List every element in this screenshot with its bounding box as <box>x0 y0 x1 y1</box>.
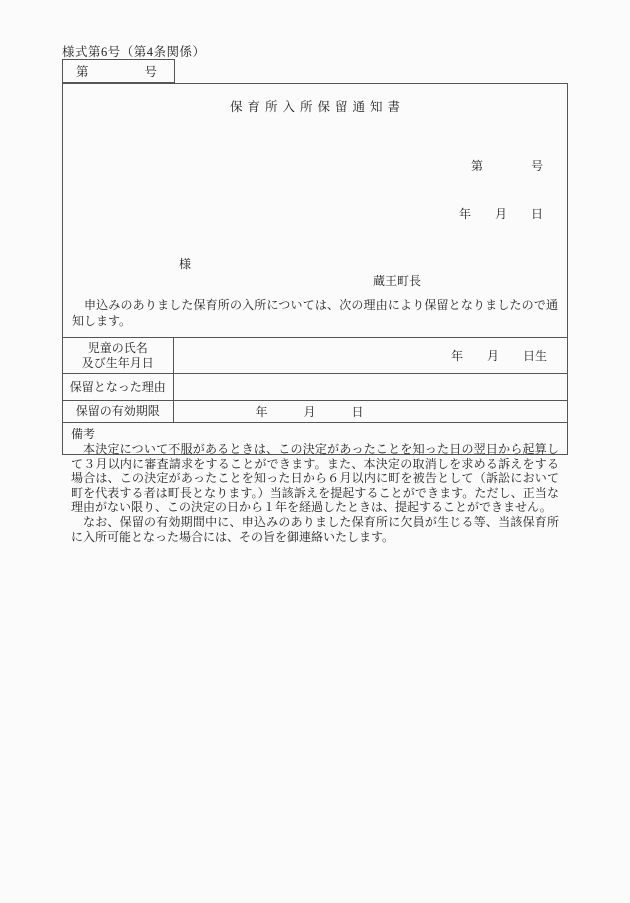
number-box-prefix: 第 <box>76 65 89 79</box>
table-row-child-name <box>63 338 567 374</box>
date-line: 年 月 日 <box>458 207 543 221</box>
child-name-label-line2: 及び生年月日 <box>81 355 154 370</box>
form-table <box>63 337 567 423</box>
remarks-section <box>63 423 567 544</box>
issuer-line: 蔵王町長 <box>373 274 422 288</box>
notice-body-text: 申込みのありました保育所の入所については、次の理由により保留となりましたので通知します。 <box>72 298 558 328</box>
child-birthdate-value-cell: 年 月 日生 <box>450 349 547 363</box>
remarks-heading: 備考 <box>71 427 96 441</box>
form-code-label: 様式第6号（第4条関係） <box>62 45 206 59</box>
hold-period-value-cell: 年 月 日 <box>255 405 364 419</box>
notice-title: 保育所入所保留通知書 <box>229 100 405 114</box>
notice-frame <box>62 83 568 544</box>
ref-number-line: 第 号 <box>470 159 543 173</box>
child-name-label-line1: 児童の氏名 <box>87 340 148 355</box>
hold-period-label-cell: 保留の有効期限 <box>63 401 173 423</box>
table-row-hold-reason <box>63 374 567 401</box>
remarks-paragraph-vacancy: なお、保留の有効期間中に、申込みのありました保育所に欠員が生じる等、当該保育所に入所可能となった場合には、その旨を御連絡いたします。 <box>71 514 559 544</box>
table-row-hold-period <box>63 401 567 423</box>
child-name-label-cell <box>63 338 173 374</box>
remarks-paragraph-appeal: 本決定について不服があるときは、この決定があったことを知った日の翌日から起算して３月以内に審査請求をすることができます。また、本決定の取消しを求める訴えをする場合は、この決定があったことを知った日から６月以内に町を被告として（訴訟において町を代表する者は町長となります。）当該訴えを提起することができます。ただし、正当な理由がない限り、この決定の日から１年を経過したときは、提起することができません。 <box>71 442 559 515</box>
hold-reason-value-cell <box>173 374 567 401</box>
ref-date-block <box>63 126 567 254</box>
hold-reason-label-cell: 保留となった理由 <box>63 374 173 401</box>
document-number-box <box>62 59 175 83</box>
number-box-suffix: 号 <box>144 65 157 79</box>
addressee-line: 様 <box>179 257 192 271</box>
